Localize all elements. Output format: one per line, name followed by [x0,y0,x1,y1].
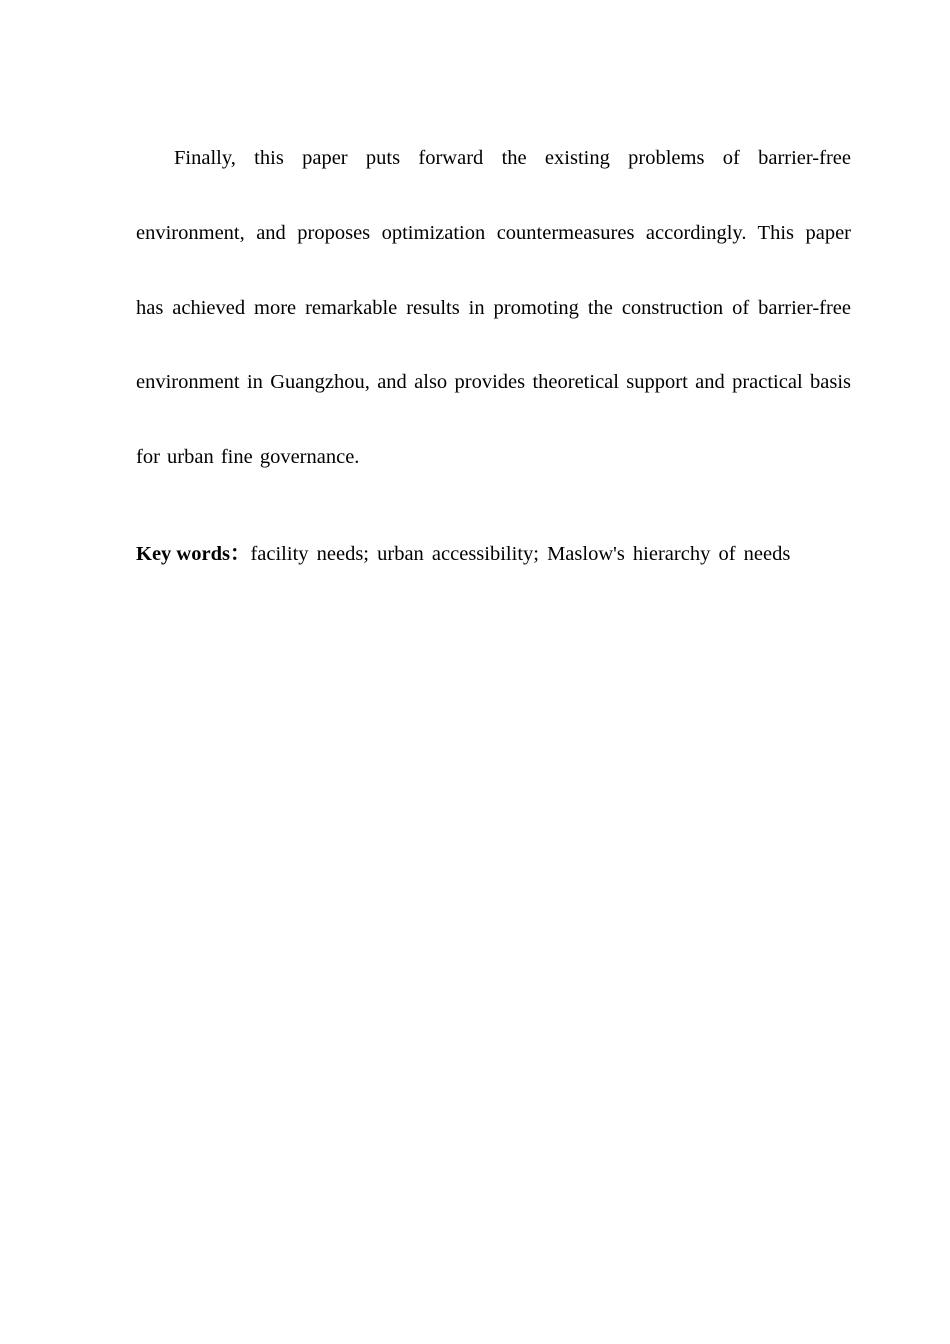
keywords-block [136,535,816,574]
abstract-paragraph: Finally, this paper puts forward the existing problems of barrier-free environment, and proposes optimization countermeasures accordingly. This paper has achieved more remarkable results in promoting the construction of barrier-free environment in Guangzhou, and also provides theoretical support and practical basis for urban fine governance. [136,147,851,469]
keywords-text: facility needs; urban accessibility; Maslow's hierarchy of needs [250,543,791,565]
keywords-label: Key words： [136,543,251,565]
